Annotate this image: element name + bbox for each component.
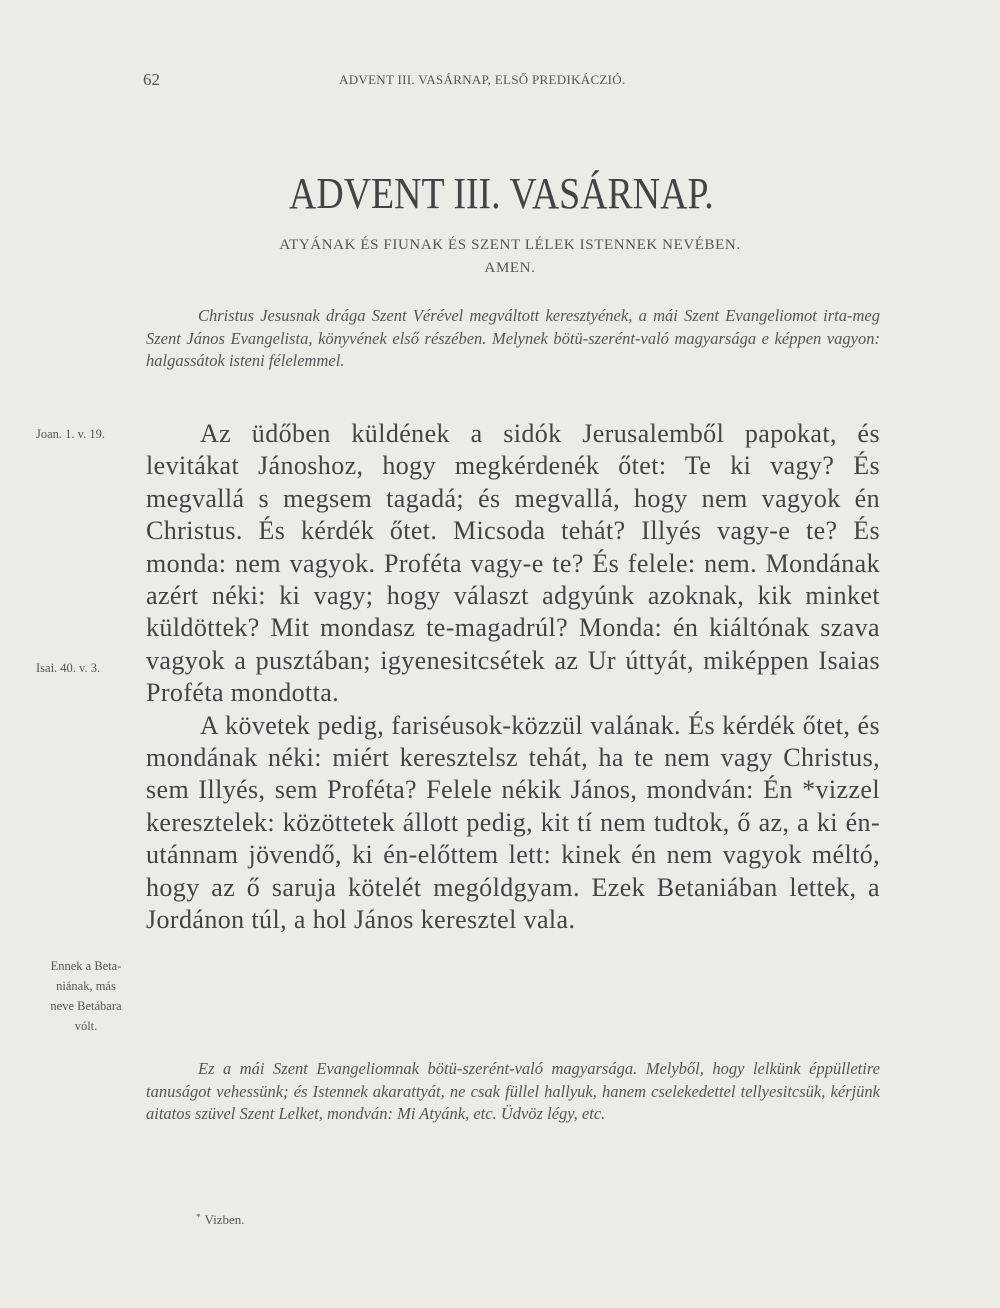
margin-note-betania — [32, 956, 140, 1036]
gospel-paragraph-1: Az üdőben küldének a sidók Jerusalemből papokat, és levitákat Jánoshoz, hogy megkérdenék őtet: Te ki vagy? És megvallá s megsem tagadá; és megvallá, hogy nem vagyok én Christus. És kérdék őtet. Micsoda tehát? Illyés vagy-e te? És monda: nem vagyok. Proféta vagy-e te? És felele: nem. Mondának azért néki: ki vagy; hogy választ adgyúnk azoknak, kik minket küldöttek? Mit mondasz te-magadrúl? Monda: én kiáltónak szava vagyok a pusztában; igyenesitcsétek az Ur úttyát, miképpen Isaias Proféta mondotta. — [146, 419, 880, 708]
sermon-title: ADVENT III. VASÁRNAP. — [289, 169, 714, 218]
margin-note-line: niának, más — [56, 979, 116, 993]
invocation-line-1: ATYÁNAK ÉS FIUNAK ÉS SZENT LÉLEK ISTENNEK NEVÉBEN. — [279, 237, 741, 253]
gospel-text — [146, 418, 880, 937]
margin-note-line: vólt. — [74, 1019, 98, 1033]
margin-note-line: neve Betábara — [50, 999, 122, 1013]
margin-note-isai: Isai. 40. v. 3. — [36, 661, 101, 675]
closing-paragraph: Ez a mái Szent Evangeliomnak bötü-szerént-való magyarsága. Melyből, hogy lelkünk éppülletire tanuságot vehessünk; és Istennek akarattyát, ne csak füllel hallyuk, hanem cselekedettel tellyesitcsük, kérjünk aitatos szüvel Szent Lelket, mondván: Mi Atyánk, etc. Üdvöz légy, etc. — [146, 1059, 880, 1123]
invocation-line-2: AMEN. — [484, 260, 536, 276]
invocation — [140, 234, 880, 280]
intro-paragraph: Christus Jesusnak drága Szent Vérével megváltott keresztyének, a mái Szent Evangeliomot irta-meg Szent János Evangelista, könyvének első részében. Melynek bötü-szerént-való magyarsága e képpen vagyon: halgassátok isteni félelemmel. — [146, 306, 880, 370]
footnote-text: Vizben. — [204, 1212, 245, 1227]
running-head: ADVENT III. VASÁRNAP, ELSŐ PREDIKÁCZIÓ. — [339, 72, 626, 87]
margin-note-joan: Joan. 1. v. 19. — [36, 427, 105, 441]
gospel-paragraph-2: A követek pedig, fariséusok-közzül valának. És kérdék őtet, és mondának néki: miért keresztelsz tehát, ha te nem vagy Christus, sem Illyés, sem Proféta? Felele nékik János, mondván: Én *vizzel keresztelek: közöttetek állott pedig, kit tí nem tudtok, ő az, a ki én-utánnam jövendő, ki én-előttem lett: kinek én nem vagyok méltó, hogy az ő saruja kötelét mególdgyam. Ezek Betaniában lettek, a Jordánon túl, a hol János keresztel vala. — [146, 710, 880, 935]
margin-note-line: Ennek a Beta- — [50, 959, 122, 973]
page-number: 62 — [143, 70, 160, 89]
footnote-marker: * — [196, 1212, 201, 1222]
footnote — [196, 1212, 245, 1228]
